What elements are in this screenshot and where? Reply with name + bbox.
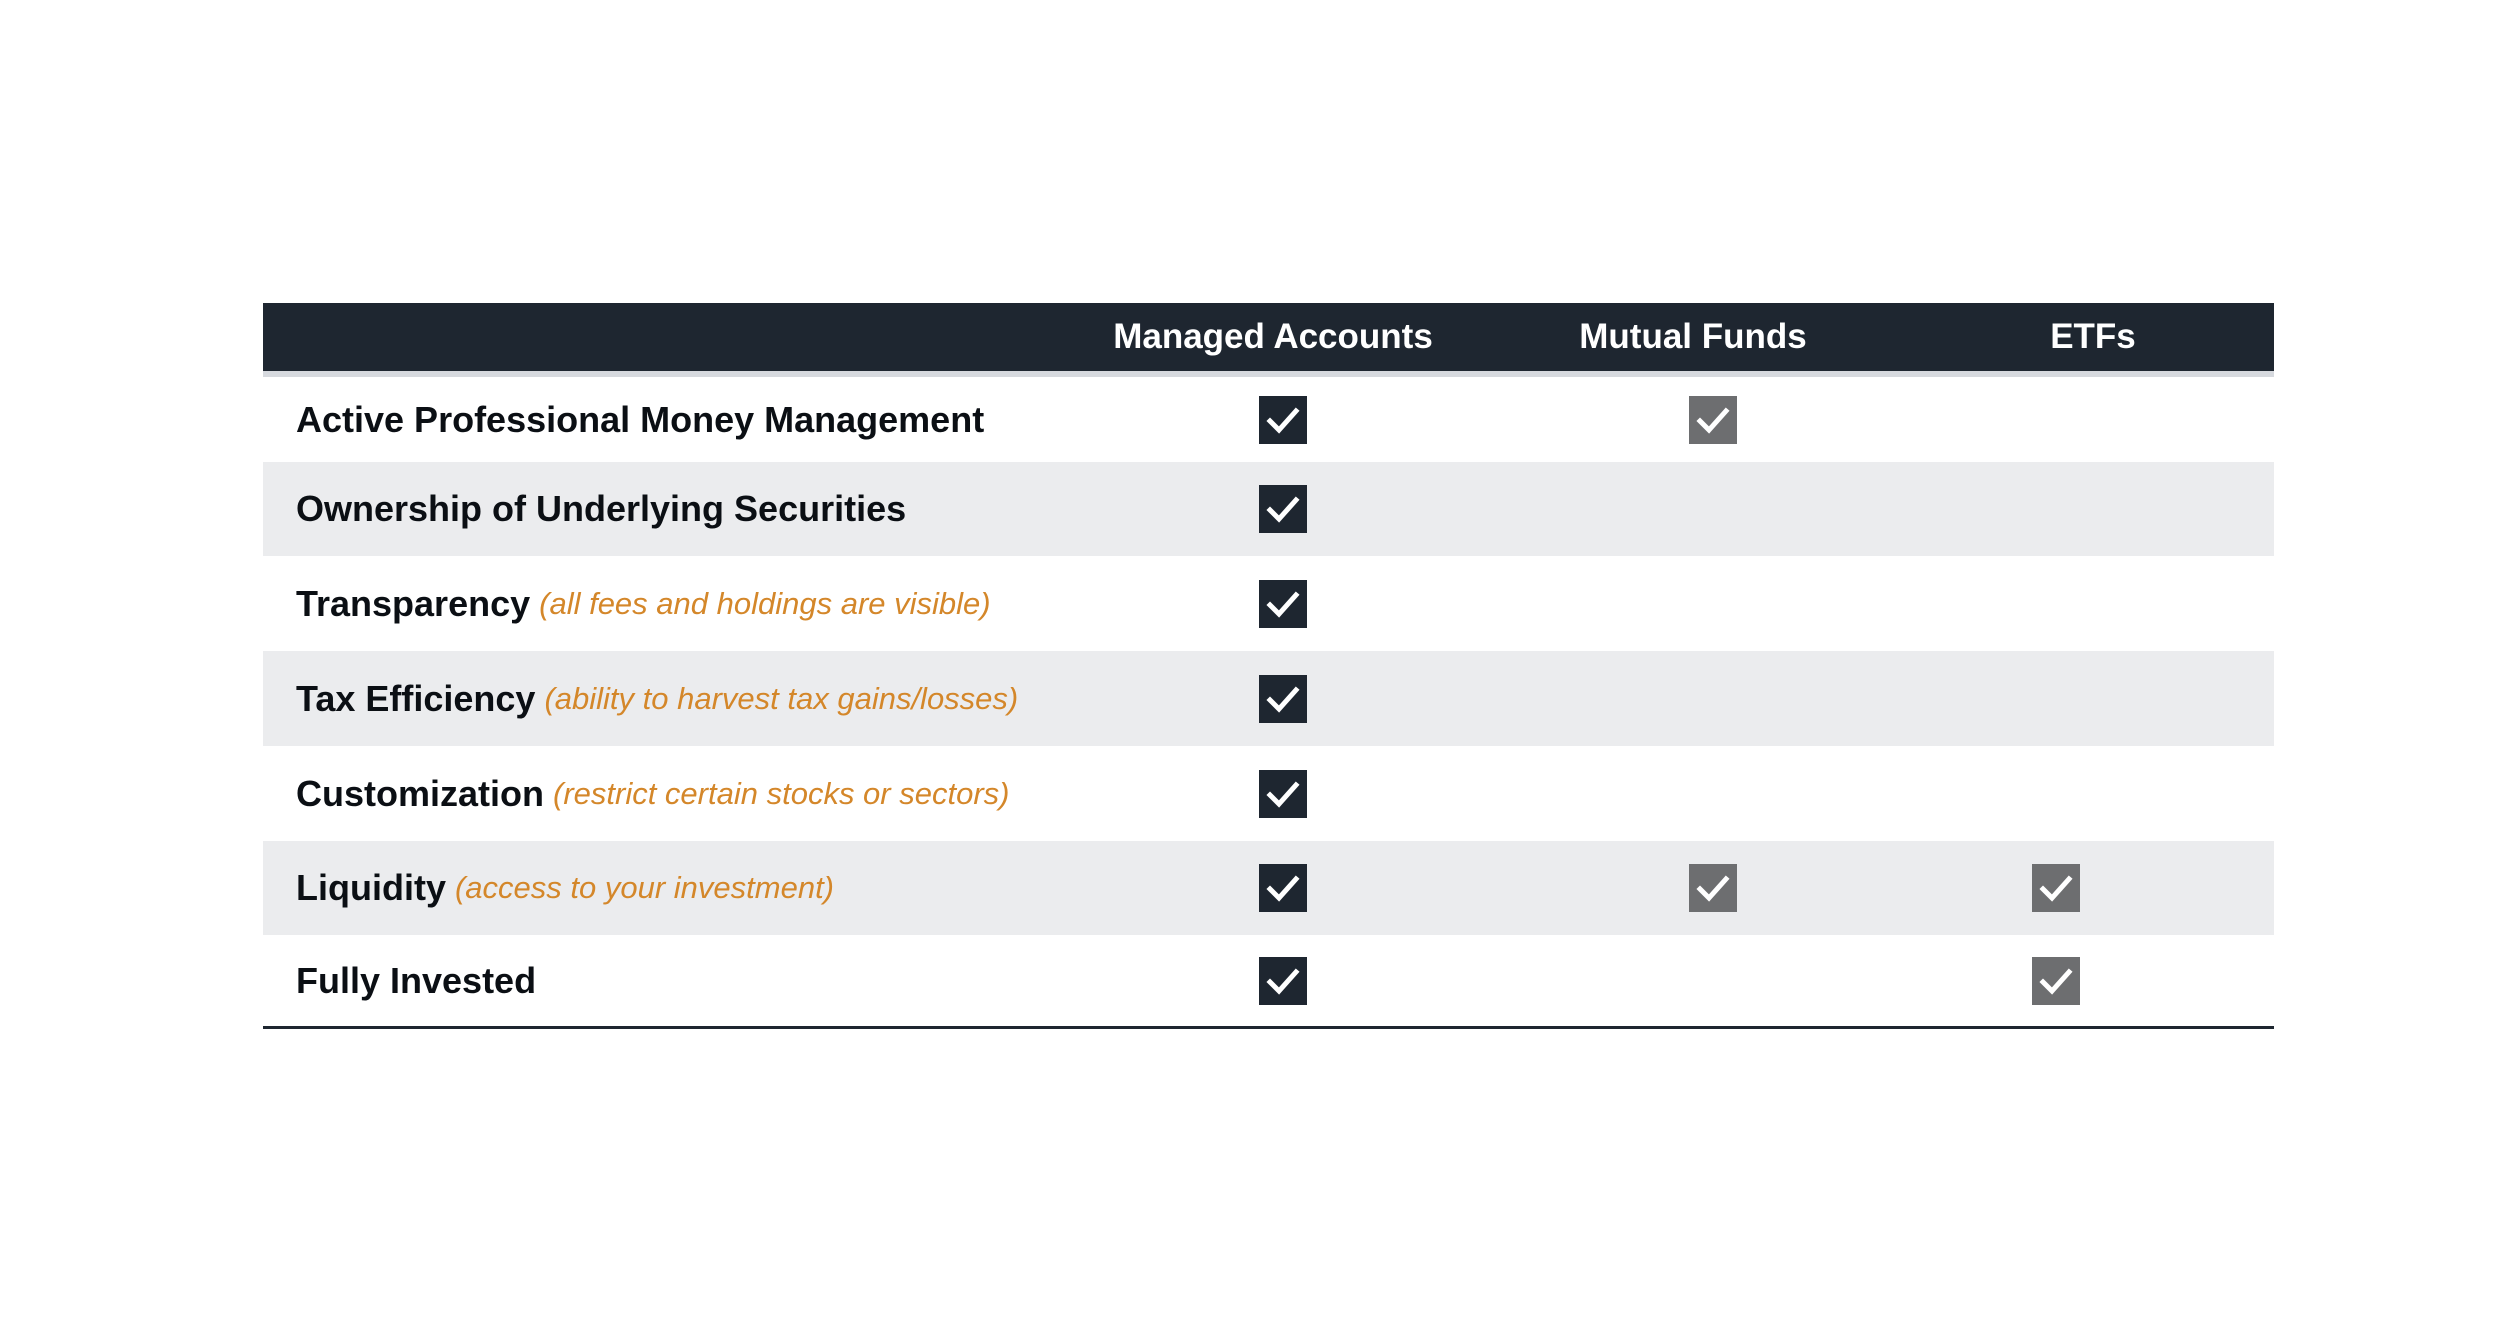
checkbox-checked-icon — [1689, 864, 1737, 912]
checkbox-checked-icon — [2032, 864, 2080, 912]
feature-name: Active Professional Money Management — [296, 398, 985, 440]
feature-note: (access to your investment) — [454, 870, 835, 905]
row-label — [296, 935, 536, 1026]
table-row — [263, 651, 2274, 746]
table-row — [263, 462, 2274, 556]
row-label — [296, 746, 1009, 841]
feature-note: (ability to harvest tax gains/losses) — [544, 680, 1019, 716]
row-label — [296, 462, 906, 556]
checkbox-checked-icon — [1259, 485, 1307, 533]
table-row — [263, 935, 2274, 1026]
table-header — [263, 303, 2274, 377]
feature-name: Tax Efficiency — [296, 677, 536, 719]
table-row — [263, 841, 2274, 935]
checkbox-checked-icon — [1259, 864, 1307, 912]
feature-note: (all fees and holdings are visible) — [539, 585, 991, 621]
feature-name: Fully Invested — [296, 959, 537, 1001]
table-body — [263, 377, 2274, 1026]
table-row — [263, 746, 2274, 841]
column-header-managed-accounts: Managed Accounts — [1113, 317, 1433, 356]
feature-name: Liquidity — [296, 867, 446, 908]
column-header-etfs: ETFs — [2050, 317, 2136, 356]
row-label — [296, 556, 991, 651]
table-row — [263, 556, 2274, 651]
feature-note: (restrict certain stocks or sectors) — [553, 775, 1010, 811]
checkbox-checked-icon — [1689, 396, 1737, 444]
table-bottom-rule — [263, 1026, 2274, 1029]
comparison-table — [263, 303, 2274, 1029]
checkbox-checked-icon — [1259, 396, 1307, 444]
column-header-mutual-funds: Mutual Funds — [1579, 317, 1807, 356]
feature-name: Transparency — [296, 582, 531, 624]
checkbox-checked-icon — [1259, 675, 1307, 723]
table-row — [263, 377, 2274, 462]
checkbox-checked-icon — [1259, 957, 1307, 1005]
checkbox-checked-icon — [1259, 770, 1307, 818]
feature-name: Ownership of Underlying Securities — [296, 488, 907, 529]
row-label — [296, 651, 1018, 746]
checkbox-checked-icon — [2032, 957, 2080, 1005]
feature-name: Customization — [296, 772, 544, 814]
row-label — [296, 841, 834, 935]
checkbox-checked-icon — [1259, 580, 1307, 628]
row-label — [296, 377, 984, 462]
